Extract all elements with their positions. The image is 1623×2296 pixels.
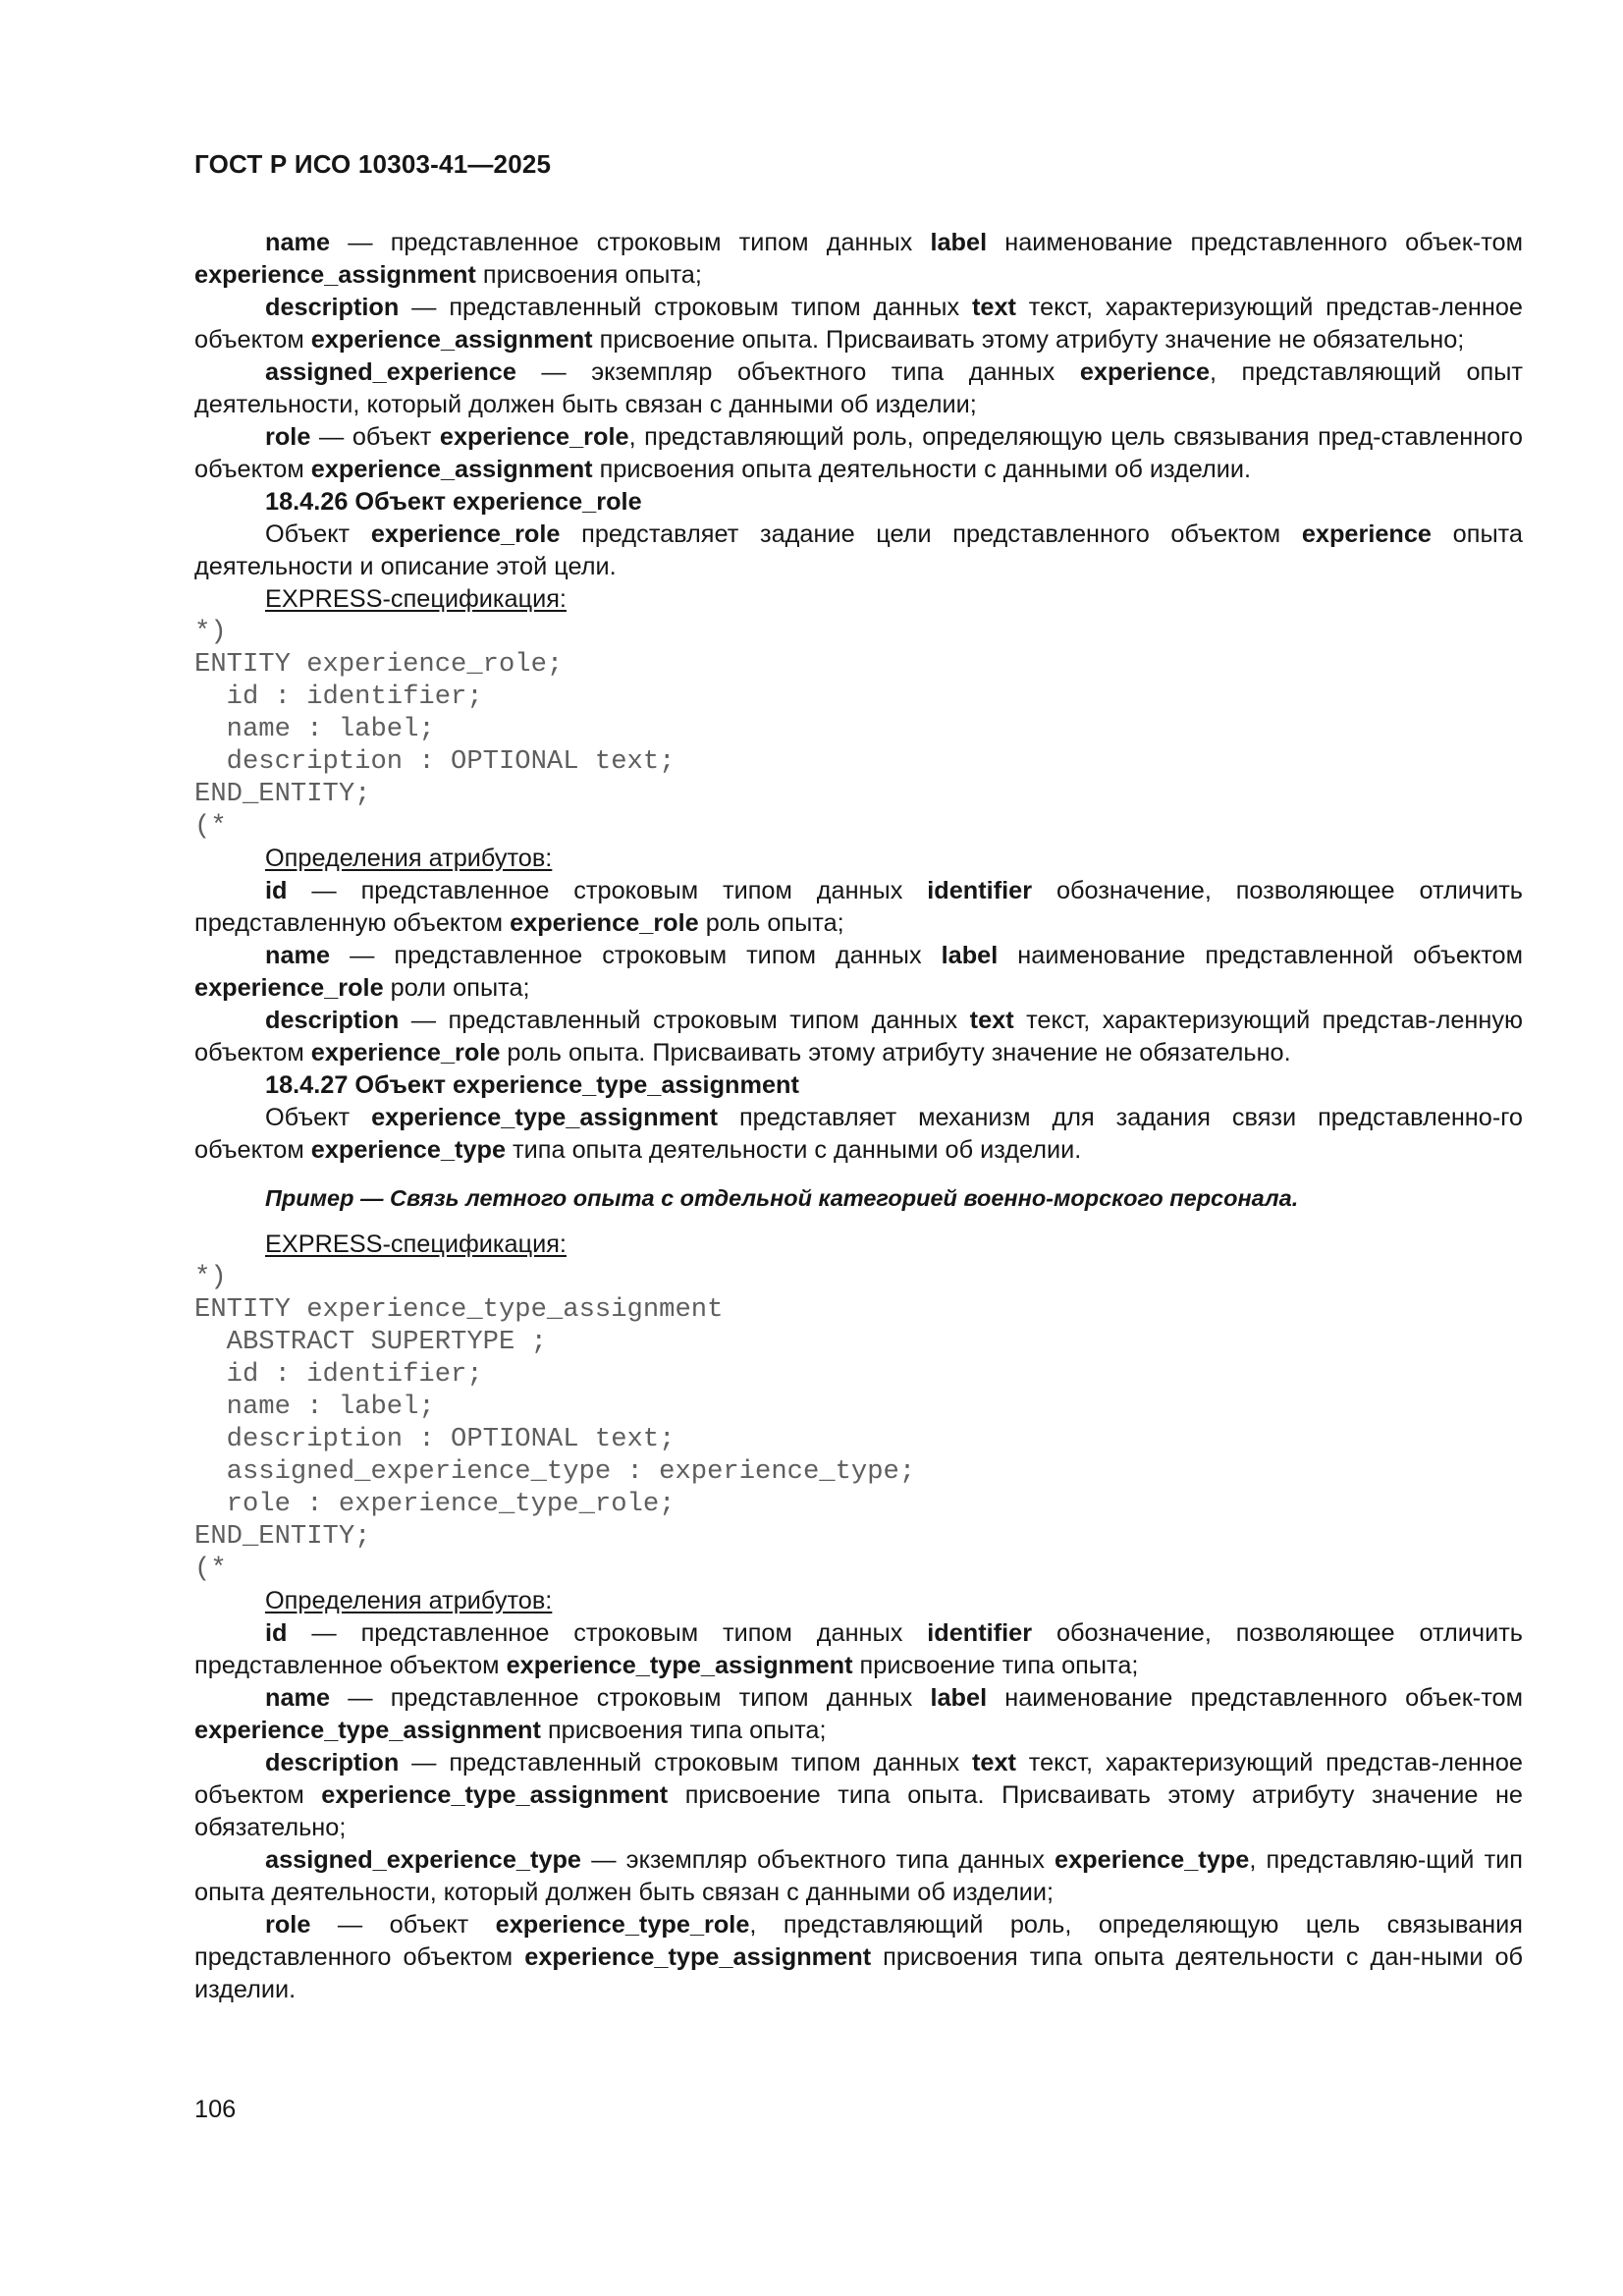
bold-term: experience_type	[1055, 1846, 1250, 1874]
underlined-label	[194, 1229, 1523, 1261]
bold-term: experience_assignment	[194, 261, 476, 289]
bold-term: experience_role	[510, 909, 699, 937]
text-run: — объект	[310, 1911, 496, 1939]
bold-term: description	[265, 294, 400, 321]
bold-term: assigned_experience_type	[265, 1846, 582, 1874]
paragraph	[194, 519, 1523, 583]
example-note: Пример — Связь летного опыта с отдельной категорией военно-морского персонала.	[265, 1185, 1299, 1211]
paragraph	[194, 940, 1523, 1005]
bold-term: experience_type	[310, 1136, 507, 1164]
bold-term: id	[265, 877, 288, 904]
text-run: — экземпляр объектного типа данных	[581, 1846, 1055, 1874]
paragraph	[194, 421, 1523, 486]
text-run: присвоение типа опыта;	[852, 1652, 1139, 1679]
text-run: присвоение опыта. Присваивать этому атрибуту значение не обязательно;	[592, 326, 1465, 354]
text-run: , представляющий опыт деятельности, который должен быть связан с данными об изделии;	[194, 358, 1523, 418]
text-run: — экземпляр объектного типа данных	[515, 358, 1080, 386]
bold-term: experience_type_assignment	[321, 1781, 669, 1809]
bold-term: name	[265, 229, 331, 256]
text-run: Объект	[265, 520, 371, 548]
bold-term: identifier	[927, 1619, 1033, 1647]
text-run: Объект	[265, 1104, 372, 1131]
text-run: роль опыта. Присваивать этому атрибуту значение не обязательно.	[500, 1039, 1291, 1066]
express-code-block: *) ENTITY experience_role; id : identifier; name : label; description : OPTIONAL text; END_ENTITY; (*	[194, 617, 676, 842]
bold-term: experience_role	[310, 1039, 501, 1066]
section-heading: 18.4.26 Объект experience_role	[265, 488, 642, 516]
text-run: обозначение, позволяющее отличить представленную объектом	[194, 877, 1523, 937]
bold-term: assigned_experience	[265, 358, 516, 386]
text-run: присвоения типа опыта деятельности с дан-ными об изделии.	[194, 1943, 1524, 2003]
bold-term: id	[265, 1619, 288, 1647]
paragraph	[194, 292, 1523, 356]
underlined-label	[194, 583, 1523, 616]
text-run: присвоения опыта деятельности с данными об изделии.	[592, 456, 1252, 483]
paragraph	[194, 1005, 1523, 1069]
paragraph	[194, 227, 1523, 292]
bold-term: experience_type_assignment	[524, 1943, 872, 1971]
text-run: роли опыта;	[383, 974, 530, 1002]
text-run: наименование представленного объек-том	[987, 229, 1523, 256]
bold-term: experience	[1301, 520, 1433, 548]
text-run: обозначение, позволяющее отличить представленное объектом	[194, 1619, 1523, 1679]
paragraph	[194, 1844, 1523, 1909]
text-run: — представленное строковым типом данных	[330, 1684, 931, 1712]
bold-term: label	[941, 942, 999, 969]
bold-term: description	[265, 1007, 400, 1034]
underlined-label	[194, 1585, 1523, 1617]
text-run: представляет механизм для задания связи представленно-го объектом	[194, 1104, 1523, 1164]
bold-term: role	[265, 423, 311, 451]
document-header: ГОСТ Р ИСО 10303-41—2025	[194, 149, 552, 179]
bold-term: text	[969, 1007, 1014, 1034]
text-run: наименование представленной объектом	[998, 942, 1524, 969]
text-run: — представленный строковым типом данных	[399, 1749, 972, 1777]
bold-term: label	[930, 229, 988, 256]
text-run: — представленное строковым типом данных	[287, 1619, 928, 1647]
underlined-label-text: EXPRESS-спецификация:	[265, 585, 567, 613]
bold-term: experience_type_assignment	[506, 1652, 853, 1679]
paragraph	[194, 1682, 1523, 1747]
bold-term: experience_role	[370, 520, 561, 548]
bold-term: text	[971, 294, 1016, 321]
section-heading: 18.4.27 Объект experience_type_assignment	[265, 1071, 799, 1099]
paragraph	[194, 1617, 1523, 1682]
underlined-label	[194, 843, 1523, 875]
page-number: 106	[194, 2096, 237, 2123]
text-run: присвоение типа опыта. Присваивать этому атрибуту значение не обязательно;	[194, 1781, 1524, 1841]
bold-term: label	[930, 1684, 988, 1712]
bold-term: experience_assignment	[310, 326, 593, 354]
underlined-label-text: Определения атрибутов:	[265, 845, 553, 872]
bold-term: text	[971, 1749, 1016, 1777]
bold-term: description	[265, 1749, 400, 1777]
paragraph	[194, 1102, 1523, 1167]
bold-term: role	[265, 1911, 311, 1939]
text-run: присвоения типа опыта;	[540, 1717, 827, 1744]
bold-term: experience	[1079, 358, 1211, 386]
text-run: типа опыта деятельности с данными об изделии.	[506, 1136, 1082, 1164]
bold-term: experience_role	[439, 423, 629, 451]
text-run: текст, характеризующий представ-ленную объектом	[194, 1007, 1523, 1066]
text-run: опыта деятельности и описание этой цели.	[194, 520, 1523, 580]
text-run: текст, характеризующий представ-ленное объектом	[194, 294, 1524, 354]
text-run: — представленное строковым типом данных	[330, 229, 931, 256]
text-run: — представленный строковым типом данных	[399, 294, 972, 321]
text-run: — представленный строковым типом данных	[399, 1007, 970, 1034]
text-run: — представленное строковым типом данных	[330, 942, 942, 969]
bold-term: experience_type_assignment	[371, 1104, 719, 1131]
bold-term: name	[265, 942, 331, 969]
bold-term: experience_assignment	[310, 456, 593, 483]
paragraph	[194, 1747, 1523, 1844]
text-run: — представленное строковым типом данных	[287, 877, 928, 904]
underlined-label-text: Определения атрибутов:	[265, 1587, 553, 1614]
text-run: роль опыта;	[698, 909, 844, 937]
bold-term: experience_role	[194, 974, 384, 1002]
text-run: наименование представленного объек-том	[987, 1684, 1523, 1712]
bold-term: name	[265, 1684, 331, 1712]
express-code-block: *) ENTITY experience_type_assignment ABSTRACT SUPERTYPE ; id : identifier; name : label; description : OPTIONAL text; assigned_experience_type : experience_type; role : experience_type_role; END_ENTITY; (*	[194, 1262, 916, 1584]
bold-term: experience_type_assignment	[194, 1717, 541, 1744]
text-run: представляет задание цели представленного объектом	[560, 520, 1302, 548]
document-body	[194, 227, 1523, 2006]
text-run: присвоения опыта;	[475, 261, 702, 289]
text-run: , представляющий роль, определяющую цель связывания пред-ставленного объектом	[194, 423, 1523, 483]
text-run: текст, характеризующий представ-ленное объектом	[194, 1749, 1524, 1809]
bold-term: identifier	[927, 877, 1033, 904]
bold-term: experience_type_role	[495, 1911, 750, 1939]
text-run: , представляю-щий тип опыта деятельности, который должен быть связан с данными об изделии;	[194, 1846, 1523, 1906]
paragraph	[194, 1909, 1523, 2006]
underlined-label-text: EXPRESS-спецификация:	[265, 1230, 567, 1258]
paragraph	[194, 875, 1523, 940]
paragraph	[194, 356, 1523, 421]
text-run: , представляющий роль, определяющую цель связывания представленного объектом	[194, 1911, 1523, 1971]
text-run: — объект	[310, 423, 440, 451]
